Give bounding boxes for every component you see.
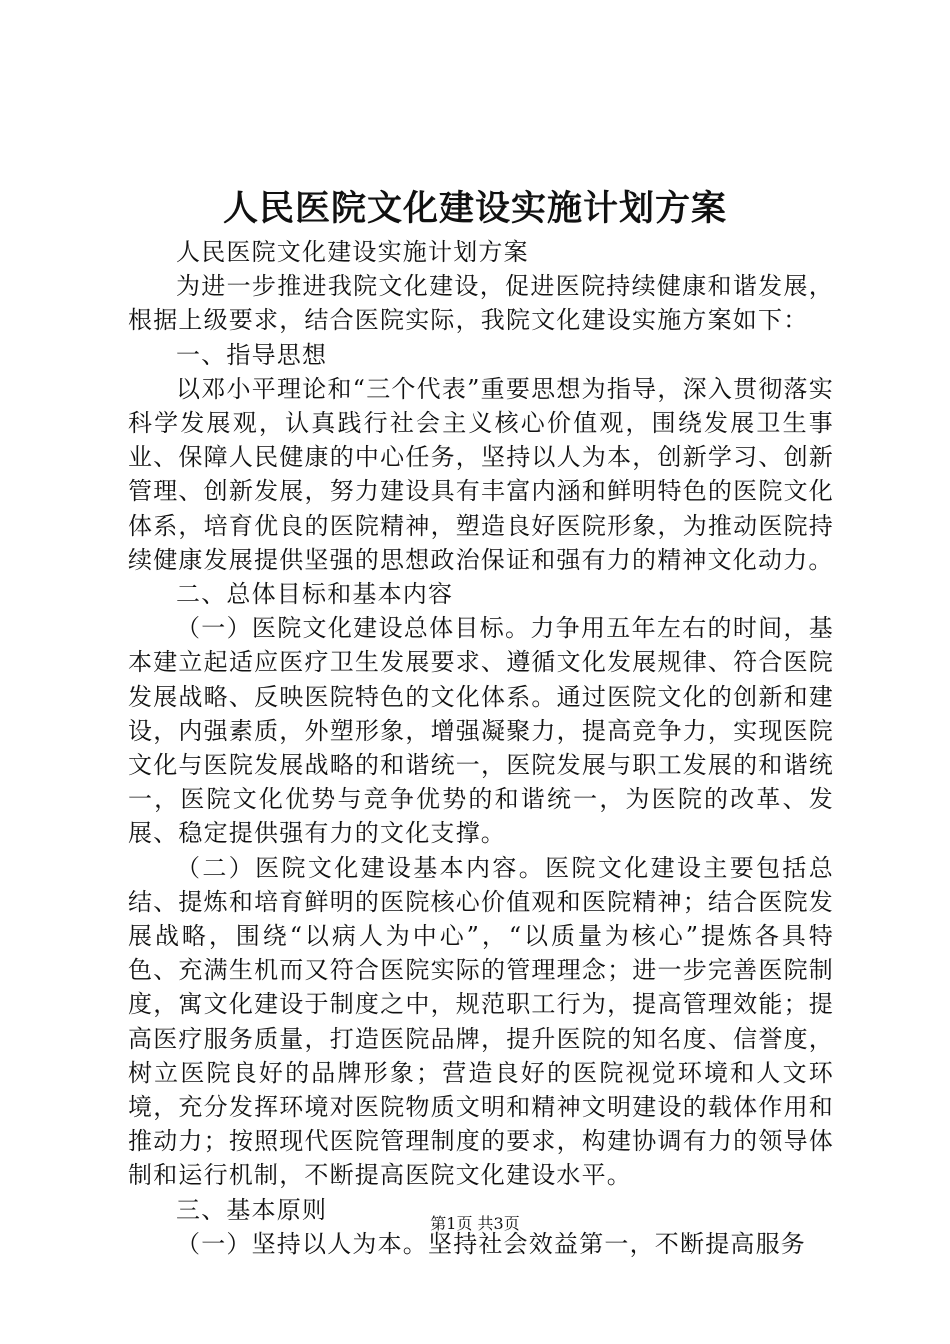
paragraph-basic-content: （二）医院文化建设基本内容。医院文化建设主要包括总结、提炼和培育鲜明的医院核心价值观和医院精神；结合医院发展战略，围绕“以病人为中心”，“以质量为核心”提炼各具特色、充满生机而又符合医院实际的管理理念；进一步完善医院制度，寓文化建设于制度之中，规范职工行为，提高管理效能；提高医疗服务质量，打造医院品牌，提升医院的知名度、信誉度，树立医院良好的品牌形象；营造良好的医院视觉环境和人文环境，充分发挥环境对医院物质文明和精神文明建设的载体作用和推动力；按照现代医院管理制度的要求，构建协调有力的领导体制和运行机制，不断提高医院文化建设水平。 (128, 853, 834, 1190)
document-title: 人民医院文化建设实施计划方案 (222, 188, 727, 229)
paragraph-principle-people-first: （一）坚持以人为本。坚持社会效益第一，不断提高服务 (176, 1229, 806, 1258)
page-footer: 第1页 共3页 (430, 1214, 520, 1233)
section-heading-basic-principles: 三、基本原则 (176, 1195, 328, 1224)
document-body (128, 235, 834, 1261)
section-heading-goals-content: 二、总体目标和基本内容 (176, 580, 454, 609)
paragraph-subtitle: 人民医院文化建设实施计划方案 (176, 238, 529, 266)
paragraph-intro: 为进一步推进我院文化建设，促进医院持续健康和谐发展，根据上级要求，结合医院实际，我院文化建设实施方案如下： (128, 272, 834, 335)
paragraph-guiding-ideology: 以邓小平理论和“三个代表”重要思想为指导，深入贯彻落实科学发展观，认真践行社会主义核心价值观，围绕发展卫生事业、保障人民健康的中心任务，坚持以人为本，创新学习、创新管理、创新发展，努力建设具有丰富内涵和鲜明特色的医院文化体系，培育优良的医院精神，塑造良好医院形象，为推动医院持续健康发展提供坚强的思想政治保证和强有力的精神文化动力。 (128, 374, 834, 574)
section-heading-guiding-ideology: 一、指导思想 (176, 340, 328, 369)
paragraph-overall-goal: （一）医院文化建设总体目标。力争用五年左右的时间，基本建立起适应医疗卫生发展要求、遵循文化发展规律、符合医院发展战略、反映医院特色的文化体系。通过医院文化的创新和建设，内强素质，外塑形象，增强凝聚力，提高竞争力，实现医院文化与医院发展战略的和谐统一，医院发展与职工发展的和谐统一，医院文化优势与竞争优势的和谐统一，为医院的改革、发展、稳定提供强有力的文化支撑。 (128, 614, 834, 848)
